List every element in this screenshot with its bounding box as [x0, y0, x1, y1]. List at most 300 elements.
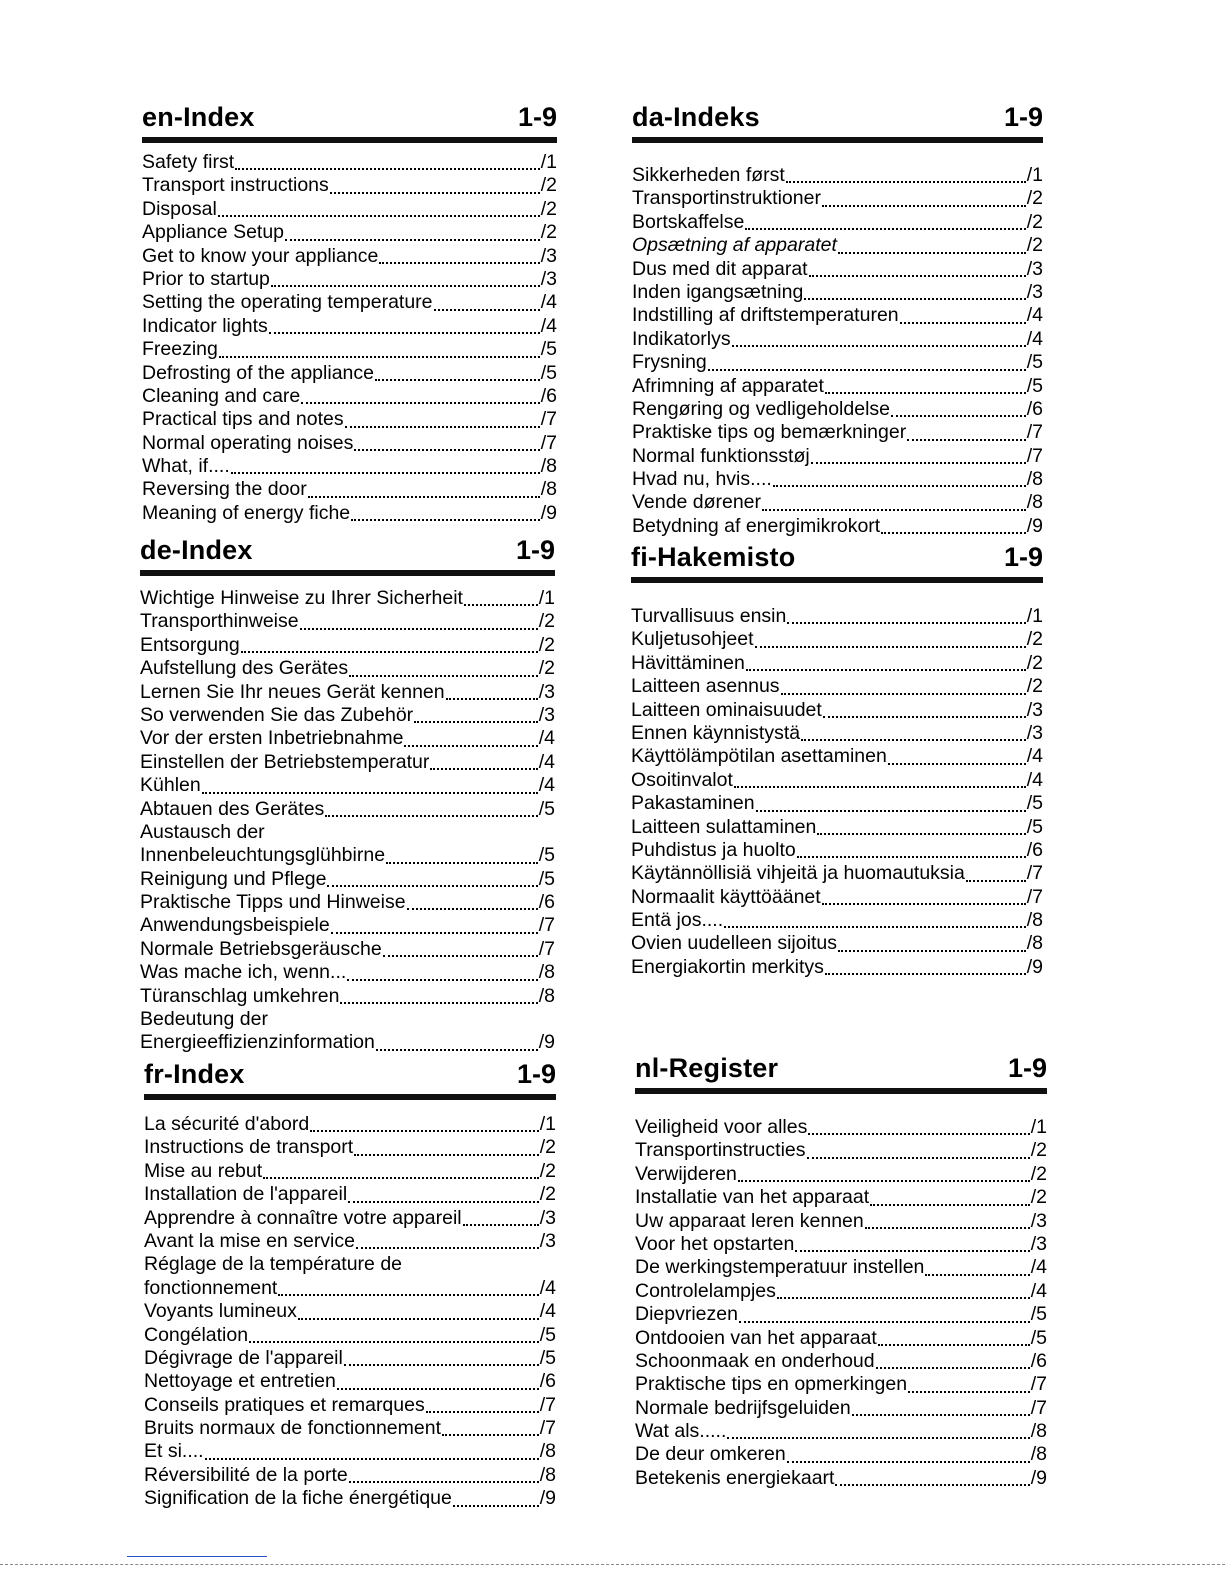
toc-entry-label: Normal operating noises [142, 431, 354, 454]
toc-entry-page: /7 [1026, 444, 1043, 467]
toc-entry[interactable] [144, 1300, 556, 1323]
toc-entry[interactable] [140, 868, 555, 891]
toc-entry-page: /4 [1030, 1279, 1047, 1302]
toc-entry[interactable] [631, 745, 1043, 768]
dot-leader [762, 509, 1026, 511]
toc-entry[interactable] [144, 1394, 556, 1417]
section-header [631, 535, 1043, 583]
dot-leader [325, 815, 537, 817]
toc-entry[interactable] [635, 1163, 1047, 1186]
toc-entry[interactable] [635, 1116, 1047, 1139]
toc-entry-label: fonctionnement [144, 1276, 278, 1299]
toc-entry[interactable] [632, 258, 1043, 281]
toc-entry-page: /7 [538, 914, 555, 937]
dot-leader [795, 1250, 1029, 1252]
toc-entry-label: Türanschlag umkehren [140, 984, 340, 1007]
toc-entry[interactable] [635, 1327, 1047, 1350]
toc-entry[interactable] [142, 198, 557, 221]
dot-leader [822, 903, 1026, 905]
toc-entry[interactable] [631, 605, 1043, 628]
toc-entry[interactable] [144, 1417, 556, 1440]
toc-entry[interactable] [142, 385, 557, 408]
toc-entry[interactable] [144, 1487, 556, 1510]
dot-leader [379, 262, 539, 264]
toc-entry[interactable] [635, 1443, 1047, 1466]
toc-entry-label: Appliance Setup [142, 221, 285, 244]
toc-entry[interactable] [632, 468, 1043, 491]
toc-entry[interactable] [631, 932, 1043, 955]
toc-entry[interactable] [632, 445, 1043, 468]
dot-leader [822, 205, 1026, 207]
dot-leader [434, 309, 540, 311]
dot-leader [708, 369, 1026, 371]
toc-entry[interactable] [632, 351, 1043, 374]
toc-entry[interactable] [140, 634, 555, 657]
dot-leader [241, 651, 538, 653]
toc-entry-label: Energieeffizienzinformation [140, 1031, 375, 1054]
toc-entry-label: Bedeutung der [140, 1008, 268, 1031]
toc-entry-page: /4 [1026, 768, 1043, 791]
toc-entry-label: Normal funktionsstøj [632, 444, 810, 467]
dot-leader [464, 604, 538, 606]
toc-entry-label: What, if.... [142, 455, 230, 478]
toc-entry-label: Kühlen [140, 774, 201, 797]
dot-leader [865, 1227, 1030, 1229]
toc-entry-label: Normaalit käyttöäänet [631, 885, 821, 908]
toc-entry-label: Innenbeleuchtungsglühbirne [140, 844, 386, 867]
toc-entry-label: Frysning [632, 351, 707, 374]
dot-leader [386, 862, 538, 864]
dot-leader [348, 1201, 539, 1203]
toc-entry-label: Hävittäminen [631, 651, 745, 674]
toc-entry-page: /8 [540, 455, 557, 478]
toc-entry[interactable] [631, 722, 1043, 745]
toc-entry[interactable] [140, 774, 555, 797]
toc-entry-page: /8 [538, 961, 555, 984]
dot-leader [807, 1157, 1030, 1159]
toc-entry-page: /2 [538, 657, 555, 680]
dot-leader [888, 763, 1026, 765]
toc-list [142, 151, 557, 525]
toc-entry[interactable] [140, 938, 555, 961]
toc-entry[interactable] [631, 792, 1043, 815]
dot-leader [298, 1318, 539, 1320]
dot-leader [446, 698, 538, 700]
toc-entry[interactable] [144, 1207, 556, 1230]
dot-leader [349, 1481, 539, 1483]
section-de-index [140, 528, 555, 1055]
toc-entry[interactable] [142, 245, 557, 268]
dot-leader [825, 973, 1026, 975]
toc-entry-page: /3 [1026, 280, 1043, 303]
toc-entry[interactable] [635, 1186, 1047, 1209]
toc-entry-label: Anwendungsbeispiele [140, 914, 330, 937]
toc-entry[interactable] [140, 914, 555, 937]
toc-entry[interactable] [140, 704, 555, 727]
toc-entry[interactable] [140, 821, 555, 844]
dot-leader [732, 345, 1026, 347]
toc-entry[interactable] [635, 1233, 1047, 1256]
dot-leader [808, 1133, 1029, 1135]
section-page-range: 1-9 [1007, 1053, 1047, 1083]
toc-entry-label: La sécurité d'abord [144, 1113, 310, 1135]
dot-leader [308, 496, 540, 498]
toc-entry-label: Uw apparaat leren kennen [635, 1209, 864, 1232]
toc-entry-page: /4 [538, 750, 555, 773]
dot-leader [351, 519, 540, 521]
toc-entry[interactable] [635, 1420, 1047, 1443]
toc-entry[interactable] [144, 1370, 556, 1393]
toc-entry-label: Entä jos.... [631, 909, 724, 932]
dot-leader [300, 628, 538, 630]
toc-entry[interactable] [635, 1139, 1047, 1162]
toc-entry[interactable] [144, 1113, 556, 1136]
toc-entry[interactable] [142, 151, 557, 174]
toc-entry-label: Diepvriezen [635, 1303, 738, 1326]
toc-entry[interactable] [631, 909, 1043, 932]
toc-entry-page: /9 [1026, 514, 1043, 537]
toc-entry-page: /1 [538, 587, 555, 609]
dot-leader [205, 1458, 539, 1460]
toc-entry-page: /2 [540, 174, 557, 197]
toc-entry[interactable] [142, 268, 557, 291]
dot-leader [823, 716, 1026, 718]
toc-entry-label: Ontdooien van het apparaat [635, 1326, 877, 1349]
toc-entry-label: Inden igangsætning [632, 280, 804, 303]
toc-entry-label: Dégivrage de l'appareil [144, 1346, 343, 1369]
toc-entry[interactable] [632, 421, 1043, 444]
toc-entry-page: /5 [1026, 815, 1043, 838]
toc-entry-page: /5 [539, 1346, 556, 1369]
toc-entry-page: /2 [1026, 187, 1043, 210]
toc-entry[interactable] [144, 1183, 556, 1206]
toc-entry[interactable] [140, 751, 555, 774]
dot-leader [900, 322, 1026, 324]
toc-entry-page: /5 [538, 867, 555, 890]
toc-entry-page: /3 [1030, 1232, 1047, 1255]
toc-entry[interactable] [140, 844, 555, 867]
toc-entry-page: /3 [538, 680, 555, 703]
dot-leader [349, 675, 538, 677]
toc-entry[interactable] [142, 408, 557, 431]
toc-entry-page: /3 [538, 703, 555, 726]
toc-entry-label: Transportinstruktioner [632, 187, 821, 210]
toc-entry-label: Practical tips and notes [142, 408, 344, 431]
toc-entry-page: /7 [540, 408, 557, 431]
section-title: da-Indeks [632, 102, 760, 132]
toc-entry-page: /8 [1030, 1420, 1047, 1443]
toc-entry-label: Sikkerheden først [632, 164, 785, 186]
toc-entry[interactable] [631, 769, 1043, 792]
section-header [632, 95, 1043, 143]
dot-leader [414, 721, 538, 723]
toc-entry-page: /7 [540, 431, 557, 454]
toc-entry[interactable] [144, 1347, 556, 1370]
toc-entry-page: /2 [539, 1159, 556, 1182]
dot-leader [453, 1505, 539, 1507]
toc-list [631, 605, 1043, 979]
toc-entry[interactable] [635, 1397, 1047, 1420]
toc-entry[interactable] [142, 315, 557, 338]
toc-entry[interactable] [631, 816, 1043, 839]
toc-entry-label: Get to know your appliance [142, 244, 379, 267]
dot-leader [340, 1002, 537, 1004]
section-header [144, 1052, 556, 1100]
toc-entry-label: Opsætning af apparatet [632, 234, 837, 257]
dot-leader [852, 1414, 1030, 1416]
dot-leader [838, 252, 1026, 254]
toc-entry[interactable] [632, 211, 1043, 234]
toc-entry-label: Praktische Tipps und Hinweise [140, 891, 406, 914]
toc-entry-page: /7 [539, 1393, 556, 1416]
toc-entry-page: /5 [1026, 374, 1043, 397]
dot-leader [271, 285, 540, 287]
dot-leader [801, 739, 1026, 741]
toc-entry-page: /6 [540, 384, 557, 407]
dot-leader [231, 472, 540, 474]
dot-leader [870, 1204, 1030, 1206]
toc-entry[interactable] [631, 956, 1043, 979]
toc-entry[interactable] [144, 1230, 556, 1253]
toc-entry[interactable] [142, 432, 557, 455]
toc-entry[interactable] [142, 502, 557, 525]
toc-entry-page: /1 [1030, 1116, 1047, 1138]
toc-entry-page: /8 [540, 478, 557, 501]
toc-entry[interactable] [140, 891, 555, 914]
toc-entry-page: /5 [540, 338, 557, 361]
section-page-range: 1-9 [1003, 102, 1043, 132]
toc-entry-label: Defrosting of the appliance [142, 361, 374, 384]
toc-entry[interactable] [631, 652, 1043, 675]
toc-entry-label: Puhdistus ja huolto [631, 838, 796, 861]
dot-leader [724, 926, 1026, 928]
toc-entry[interactable] [140, 798, 555, 821]
dot-leader [734, 786, 1026, 788]
toc-entry-page: /5 [538, 797, 555, 820]
toc-entry-label: Nettoyage et entretien [144, 1370, 336, 1393]
section-header [142, 95, 557, 143]
dot-leader [786, 181, 1026, 183]
dot-leader [838, 950, 1026, 952]
toc-entry[interactable] [140, 1008, 555, 1031]
toc-entry[interactable] [632, 187, 1043, 210]
toc-list [632, 164, 1043, 538]
toc-entry[interactable] [140, 610, 555, 633]
dot-leader [344, 1364, 539, 1366]
dot-leader [430, 768, 537, 770]
toc-entry[interactable] [635, 1350, 1047, 1373]
dot-leader [354, 1154, 539, 1156]
toc-entry-page: /4 [538, 727, 555, 750]
toc-entry-page: /2 [1030, 1162, 1047, 1185]
toc-entry[interactable] [632, 281, 1043, 304]
page-bottom-divider [0, 1564, 1225, 1565]
toc-entry-label: Apprendre à connaître votre appareil [144, 1206, 462, 1229]
toc-entry-label: Congélation [144, 1323, 249, 1346]
dot-leader [781, 693, 1026, 695]
toc-entry[interactable] [632, 234, 1043, 257]
toc-entry-label: De werkingstemperatuur instellen [635, 1256, 925, 1279]
toc-entry-page: /3 [1026, 257, 1043, 280]
toc-entry[interactable] [142, 291, 557, 314]
toc-entry[interactable] [635, 1256, 1047, 1279]
toc-entry[interactable] [140, 985, 555, 1008]
toc-entry[interactable] [144, 1324, 556, 1347]
toc-entry-label: Schoonmaak en onderhoud [635, 1349, 875, 1372]
toc-entry[interactable] [635, 1467, 1047, 1490]
dot-leader [301, 402, 539, 404]
toc-entry[interactable] [140, 961, 555, 984]
toc-entry[interactable] [635, 1303, 1047, 1326]
dot-leader [907, 439, 1026, 441]
toc-entry[interactable] [142, 455, 557, 478]
toc-entry-label: Verwijderen [635, 1162, 737, 1185]
toc-entry[interactable] [632, 398, 1043, 421]
toc-entry[interactable] [635, 1280, 1047, 1303]
toc-entry-label: Kuljetusohjeet [631, 628, 754, 651]
toc-entry[interactable] [142, 478, 557, 501]
toc-entry-page: /2 [1026, 628, 1043, 651]
toc-entry[interactable] [631, 675, 1043, 698]
toc-entry-page: /1 [1026, 164, 1043, 186]
toc-entry-page: /2 [538, 633, 555, 656]
toc-entry-label: Wichtige Hinweise zu Ihrer Sicherheit [140, 587, 463, 609]
toc-entry[interactable] [635, 1373, 1047, 1396]
toc-entry-page: /3 [1030, 1209, 1047, 1232]
toc-entry[interactable] [632, 328, 1043, 351]
dot-leader [202, 792, 538, 794]
dot-leader [249, 1341, 539, 1343]
bottom-link-underline [127, 1556, 267, 1557]
toc-entry[interactable] [144, 1464, 556, 1487]
toc-entry-page: /8 [1026, 468, 1043, 491]
toc-entry-label: Vor der ersten Inbetriebnahme [140, 727, 404, 750]
toc-entry-label: Cleaning and care [142, 384, 301, 407]
toc-list [144, 1113, 556, 1511]
toc-entry-label: Voor het opstarten [635, 1232, 795, 1255]
section-fi-hakemisto [631, 535, 1043, 979]
toc-entry-page: /2 [538, 610, 555, 633]
section-header [140, 528, 555, 576]
toc-entry-label: Ennen käynnistystä [631, 721, 801, 744]
toc-entry[interactable] [140, 681, 555, 704]
toc-entry[interactable] [142, 338, 557, 361]
toc-entry-label: Transportinstructies [635, 1139, 806, 1162]
toc-entry-page: /5 [539, 1323, 556, 1346]
toc-entry[interactable] [144, 1277, 556, 1300]
toc-entry[interactable] [635, 1210, 1047, 1233]
dot-leader [756, 810, 1026, 812]
toc-entry-page: /5 [538, 844, 555, 867]
toc-entry-label: Transporthinweise [140, 610, 299, 633]
dot-leader [773, 485, 1026, 487]
toc-entry-label: Käyttölämpötilan asettaminen [631, 745, 887, 768]
toc-entry-page: /9 [1030, 1466, 1047, 1489]
toc-entry-page: /3 [539, 1229, 556, 1252]
toc-entry-label: Bortskaffelse [632, 210, 745, 233]
dot-leader [310, 1130, 538, 1132]
dot-leader [356, 1247, 539, 1249]
toc-entry-label: Turvallisuus ensin [631, 605, 787, 627]
toc-entry[interactable] [140, 587, 555, 610]
toc-entry-page: /2 [539, 1136, 556, 1159]
dot-leader [407, 908, 538, 910]
dot-leader [739, 1321, 1030, 1323]
dot-leader [442, 1434, 539, 1436]
toc-entry[interactable] [631, 699, 1043, 722]
toc-entry-page: /2 [1026, 210, 1043, 233]
toc-entry[interactable] [140, 657, 555, 680]
toc-entry-page: /6 [1026, 397, 1043, 420]
toc-entry[interactable] [632, 304, 1043, 327]
dot-leader [345, 426, 540, 428]
toc-entry[interactable] [140, 727, 555, 750]
toc-entry-label: Laitteen ominaisuudet [631, 698, 822, 721]
toc-entry-label: Freezing [142, 338, 218, 361]
toc-entry-label: Laitteen asennus [631, 675, 780, 698]
toc-entry-label: Indikatorlys [632, 327, 731, 350]
toc-entry-label: Osoitinvalot [631, 768, 733, 791]
toc-entry[interactable] [632, 491, 1043, 514]
toc-entry-label: Ovien uudelleen sijoitus [631, 932, 837, 955]
toc-entry[interactable] [631, 886, 1043, 909]
dot-leader [746, 669, 1026, 671]
dot-leader [404, 745, 537, 747]
toc-entry-label: Energiakortin merkitys [631, 955, 824, 978]
toc-entry[interactable] [144, 1160, 556, 1183]
toc-entry[interactable] [144, 1253, 556, 1276]
toc-entry-page: /2 [1030, 1139, 1047, 1162]
toc-entry-label: Mise au rebut [144, 1159, 263, 1182]
toc-entry-page: /5 [1026, 792, 1043, 815]
toc-entry[interactable] [144, 1440, 556, 1463]
toc-entry[interactable] [142, 362, 557, 385]
toc-entry[interactable] [631, 839, 1043, 862]
toc-entry[interactable] [631, 628, 1043, 651]
toc-entry[interactable] [631, 862, 1043, 885]
toc-entry-page: /2 [540, 221, 557, 244]
dot-leader [804, 298, 1025, 300]
toc-entry-page: /2 [1026, 651, 1043, 674]
section-fr-index [144, 1052, 556, 1511]
toc-entry-page: /3 [540, 267, 557, 290]
toc-entry[interactable] [632, 375, 1043, 398]
toc-entry-label: Veiligheid voor alles [635, 1116, 808, 1138]
section-header [635, 1046, 1047, 1094]
toc-entry-label: Et si.... [144, 1440, 204, 1463]
toc-entry-label: Dus med dit apparat [632, 257, 808, 280]
toc-entry-page: /2 [1030, 1186, 1047, 1209]
toc-entry[interactable] [144, 1136, 556, 1159]
dot-leader [235, 168, 540, 170]
toc-entry-page: /5 [1030, 1303, 1047, 1326]
dot-leader [738, 1180, 1030, 1182]
toc-entry[interactable] [142, 174, 557, 197]
toc-entry[interactable] [632, 164, 1043, 187]
dot-leader [331, 932, 538, 934]
toc-entry-label: Prior to startup [142, 267, 270, 290]
toc-entry-label: Transport instructions [142, 174, 329, 197]
section-title: de-Index [140, 535, 253, 565]
toc-entry-label: Rengøring og vedligeholdelse [632, 397, 891, 420]
section-page-range: 1-9 [1003, 542, 1043, 572]
toc-entry-label: Abtauen des Gerätes [140, 797, 325, 820]
toc-entry[interactable] [142, 221, 557, 244]
toc-entry-label: Avant la mise en service [144, 1229, 355, 1252]
toc-entry-label: Austausch der [140, 820, 265, 843]
dot-leader [347, 979, 537, 981]
toc-entry-label: Käytännöllisiä vihjeitä ja huomautuksia [631, 862, 965, 885]
